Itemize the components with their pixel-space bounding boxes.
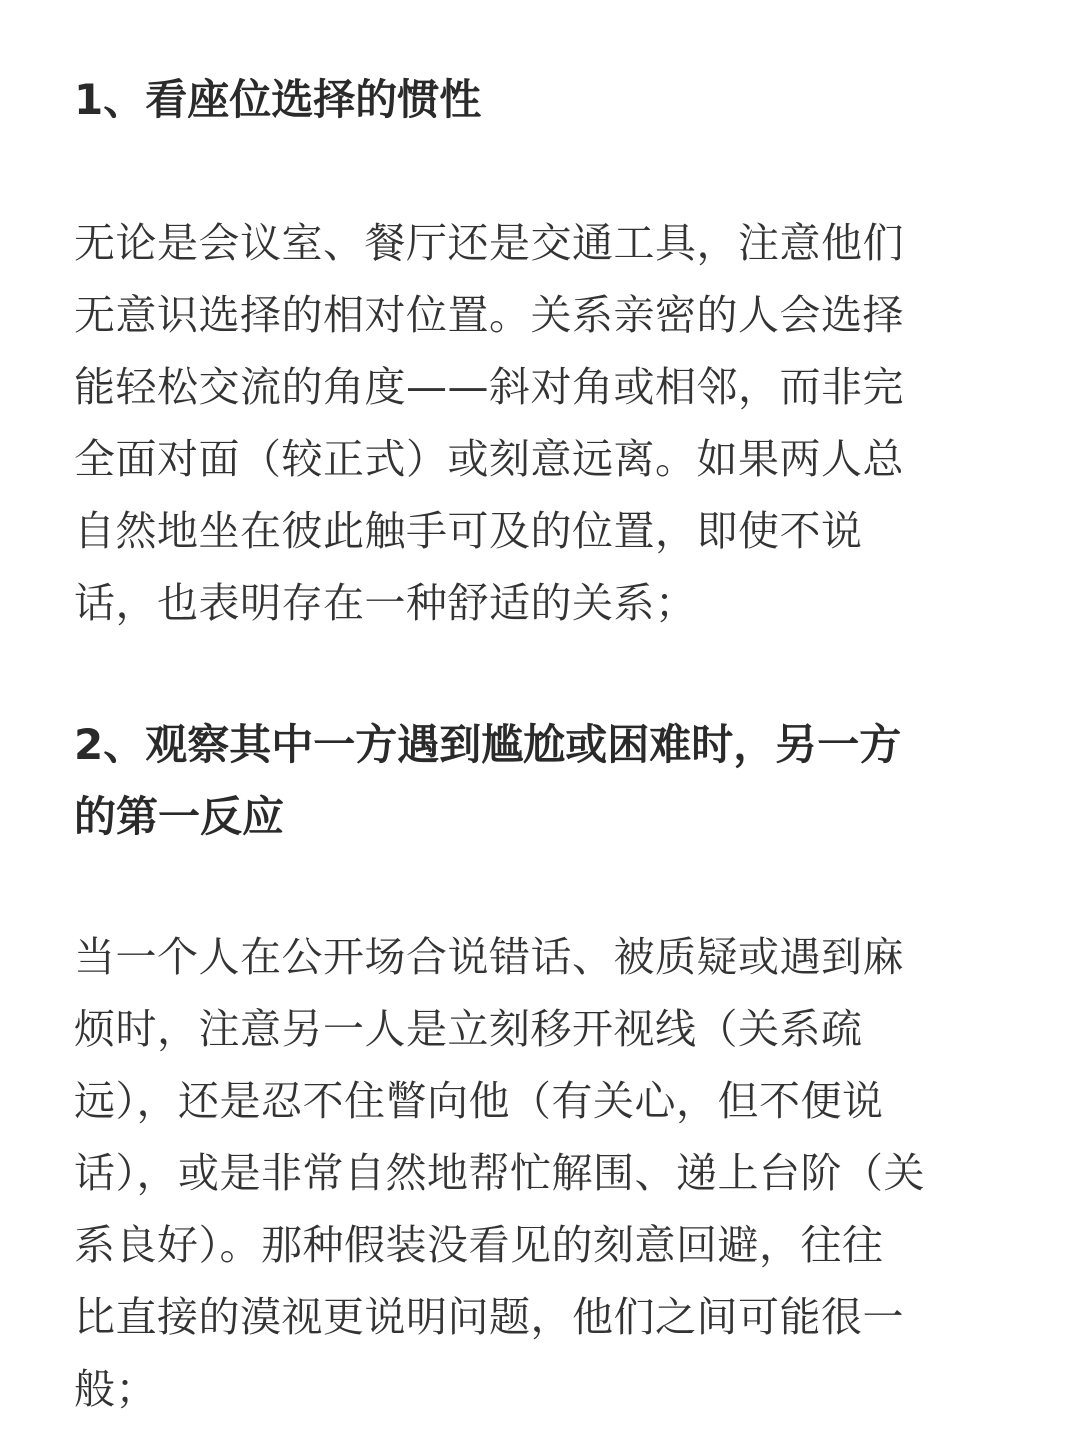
heading-line: 2、观察其中一方遇到尴尬或困难时，另一方	[74, 720, 902, 769]
paragraph-line: 自然地坐在彼此触手可及的位置，即使不说	[74, 507, 863, 555]
heading-line: 的第一反应	[74, 792, 285, 841]
paragraph-line: 烦时，注意另一人是立刻移开视线（关系疏	[74, 1005, 863, 1053]
paragraph-line: 全面对面（较正式）或刻意远离。如果两人总	[74, 435, 904, 483]
section-2-paragraph	[74, 921, 1009, 1425]
section-1-paragraph	[74, 207, 1009, 639]
paragraph-line: 系良好）。那种假装没看见的刻意回避，往往	[74, 1221, 884, 1269]
paragraph-line: 无论是会议室、餐厅还是交通工具，注意他们	[74, 219, 904, 267]
paragraph-line: 无意识选择的相对位置。关系亲密的人会选择	[74, 291, 904, 339]
paragraph-line: 话），或是非常自然地帮忙解围、递上台阶（关	[74, 1149, 925, 1197]
section-2-heading	[74, 709, 1009, 853]
section-1-heading	[74, 64, 1009, 136]
paragraph-line: 般；	[74, 1365, 157, 1413]
paragraph-line: 能轻松交流的角度——斜对角或相邻，而非完	[74, 363, 904, 411]
paragraph-line: 当一个人在公开场合说错话、被质疑或遇到麻	[74, 933, 904, 981]
paragraph-line: 话，也表明存在一种舒适的关系；	[74, 579, 697, 627]
paragraph-line: 比直接的漠视更说明问题，他们之间可能很一	[74, 1293, 904, 1341]
heading-line: 1、看座位选择的惯性	[74, 75, 482, 124]
paragraph-line: 远），还是忍不住瞥向他（有关心，但不便说	[74, 1077, 884, 1125]
